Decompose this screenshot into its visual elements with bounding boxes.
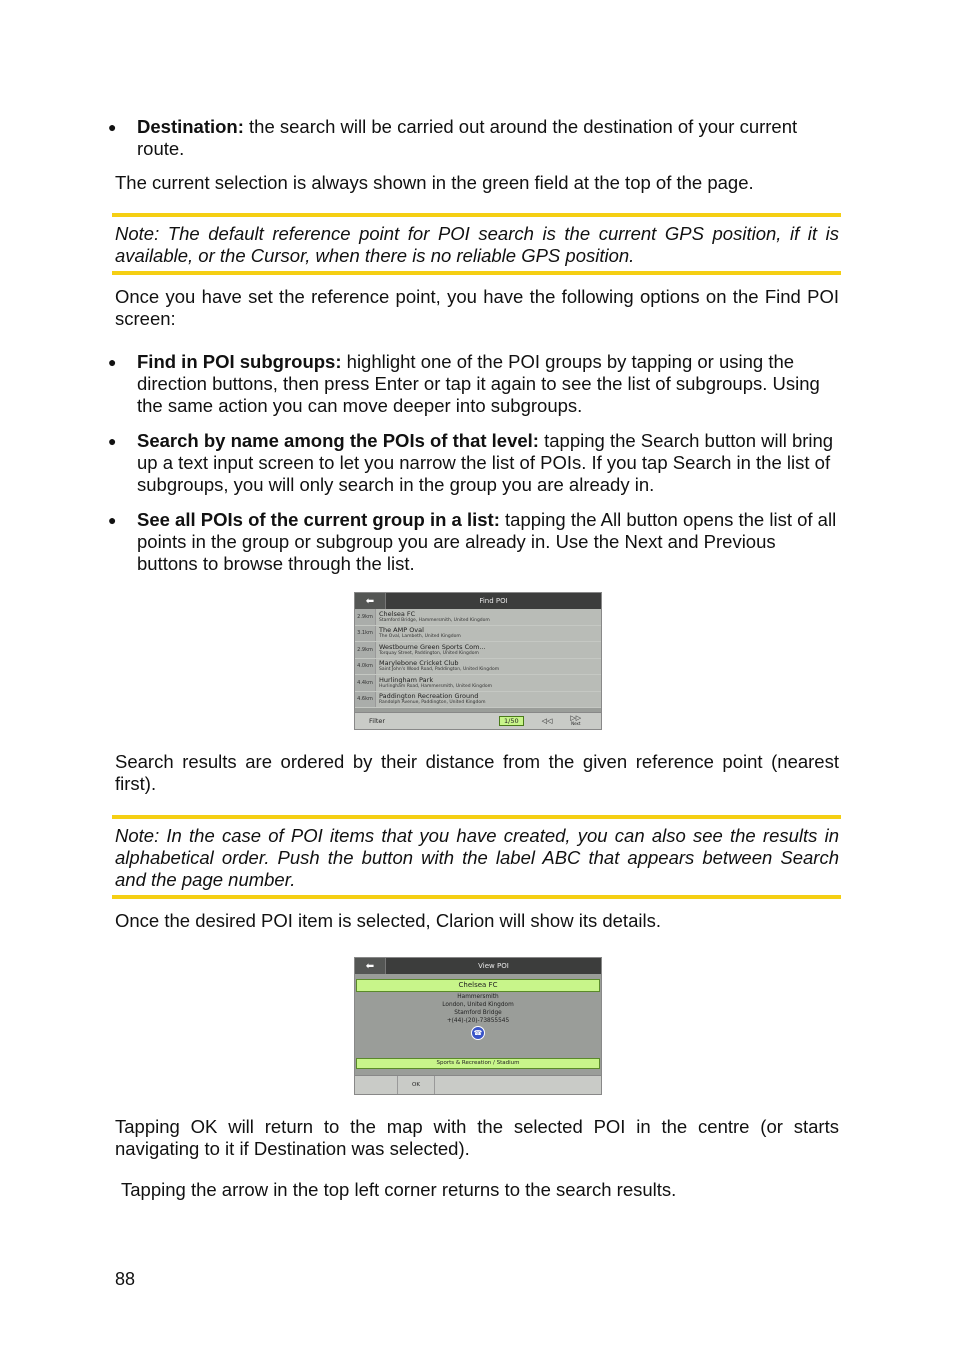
back-arrow-icon[interactable]: ⬅: [355, 593, 386, 609]
poi-phone: +(44)-(20)-73855545: [446, 1018, 510, 1024]
bullet-term: Find in POI subgroups:: [137, 351, 342, 372]
list-item[interactable]: [355, 692, 601, 709]
page-number: 88: [115, 1269, 136, 1289]
bullet-desc: tapping the Search button will bring up a text input screen to let you narrow the list of POIs. If you tap Search in the list of subgroups, you will only search in the group you are already in.: [137, 430, 834, 495]
find-poi-header: [355, 593, 601, 609]
poi-detail-line: Stamford Bridge: [454, 1010, 502, 1016]
bullet-icon: ●: [108, 119, 117, 135]
poi-distance: 2.9km: [355, 609, 376, 625]
poi-name: Chelsea FC: [379, 609, 416, 618]
poi-category-bar: Sports & Recreation / Stadium: [356, 1058, 600, 1069]
poi-detail-line: London, United Kingdom: [442, 1002, 514, 1008]
previous-icon[interactable]: ◁◁: [541, 717, 553, 725]
poi-list: [355, 609, 601, 708]
bullet-see-all: [108, 509, 838, 575]
para-details: Once the desired POI item is selected, Clarion will show its details.: [115, 910, 661, 931]
poi-name-bar: Chelsea FC: [356, 979, 600, 992]
poi-address: The Oval, Lambeth, United Kingdom: [379, 634, 461, 640]
ok-button[interactable]: OK: [397, 1076, 435, 1094]
find-poi-footer: [355, 712, 601, 729]
next-icon: ▷▷: [570, 714, 582, 722]
para-selection: The current selection is always shown in the green field at the top of the page.: [115, 172, 754, 193]
bullet-icon: ●: [108, 354, 117, 370]
para-ok: Tapping OK will return to the map with the selected POI in the centre (or starts navigating to it if Destination was selected).: [115, 1116, 839, 1159]
list-item[interactable]: [355, 675, 601, 692]
list-item[interactable]: [355, 659, 601, 676]
note-rule-top: [112, 213, 841, 217]
view-poi-title: View POI: [478, 962, 509, 970]
bullet-desc: highlight one of the POI groups by tapping or using the direction buttons, then press Enter or tap it again to see the list of subgroups. Using the same action you can move deeper into subgroups.: [137, 351, 820, 416]
para-arrow: Tapping the arrow in the top left corner returns to the search results.: [121, 1179, 677, 1200]
poi-distance: 2.9km: [355, 642, 376, 658]
poi-address: Saint John's Wood Road, Paddington, United Kingdom: [379, 667, 500, 673]
list-item[interactable]: [355, 609, 601, 626]
note-alphabetical: Note: In the case of POI items that you have created, you can also see the results in alphabetical order. Push the button with the label ABC that appears between Search and the page number.: [115, 825, 839, 890]
bullet-term: See all POIs of the current group in a list:: [137, 509, 500, 530]
bullet-term: Search by name among the POIs of that level:: [137, 430, 539, 451]
poi-name: Westbourne Green Sports Com...: [379, 642, 486, 651]
poi-name: The AMP Oval: [379, 626, 424, 635]
view-poi-screenshot: [354, 957, 602, 1095]
find-poi-screenshot: [354, 592, 602, 730]
next-label: Next: [571, 721, 581, 726]
next-button[interactable]: [570, 715, 581, 727]
view-poi-header: [355, 958, 601, 974]
poi-address: Randolph Avenue, Paddington, United Kingdom: [379, 700, 486, 706]
para-results: Search results are ordered by their distance from the given reference point (nearest first).: [115, 751, 839, 794]
bullet-icon: ●: [108, 512, 117, 528]
poi-address: Stamford Bridge, Hammersmith, United Kingdom: [379, 617, 490, 623]
bullet-term: Destination:: [137, 116, 244, 137]
poi-address: Torquay Street, Paddington, United Kingdom: [379, 650, 479, 656]
bullet-desc: the search will be carried out around the destination of your current route.: [137, 116, 798, 159]
poi-name: Marylebone Cricket Club: [379, 659, 459, 668]
note-default-reference: Note: The default reference point for POI search is the current GPS position, if it is available, or the Cursor, when there is no reliable GPS position.: [115, 223, 839, 266]
poi-distance: 3.1km: [355, 626, 376, 642]
view-poi-footer: [355, 1075, 601, 1094]
filter-button[interactable]: Filter: [369, 717, 386, 725]
bullet-desc: tapping the All button opens the list of all points in the group or subgroup you are already in. Use the Next and Previous buttons to browse through the list.: [137, 509, 837, 574]
poi-details: [355, 993, 601, 1025]
bullet-destination: [108, 116, 838, 160]
list-item[interactable]: [355, 642, 601, 659]
note-rule-top: [112, 815, 841, 819]
note-rule-bottom: [112, 271, 841, 275]
poi-distance: 4.0km: [355, 659, 376, 675]
para-options: Once you have set the reference point, you have the following options on the Find POI screen:: [115, 286, 839, 329]
bullet-find-subgroups: [108, 351, 838, 417]
back-arrow-icon[interactable]: ⬅: [355, 958, 386, 974]
find-poi-title: Find POI: [479, 597, 508, 605]
poi-distance: 4.4km: [355, 675, 376, 691]
poi-address: Hurlingham Road, Hammersmith, United Kingdom: [379, 683, 492, 689]
bullet-search-by-name: [108, 430, 838, 496]
phone-icon[interactable]: ☎: [471, 1026, 485, 1040]
poi-name: Paddington Recreation Ground: [379, 692, 479, 701]
note-rule-bottom: [112, 895, 841, 899]
poi-name: Hurlingham Park: [379, 675, 434, 684]
bullet-icon: ●: [108, 433, 117, 449]
page-indicator: 1/50: [499, 716, 524, 726]
poi-detail-line: Hammersmith: [457, 994, 499, 1000]
list-item[interactable]: [355, 626, 601, 643]
poi-distance: 4.6km: [355, 692, 376, 708]
